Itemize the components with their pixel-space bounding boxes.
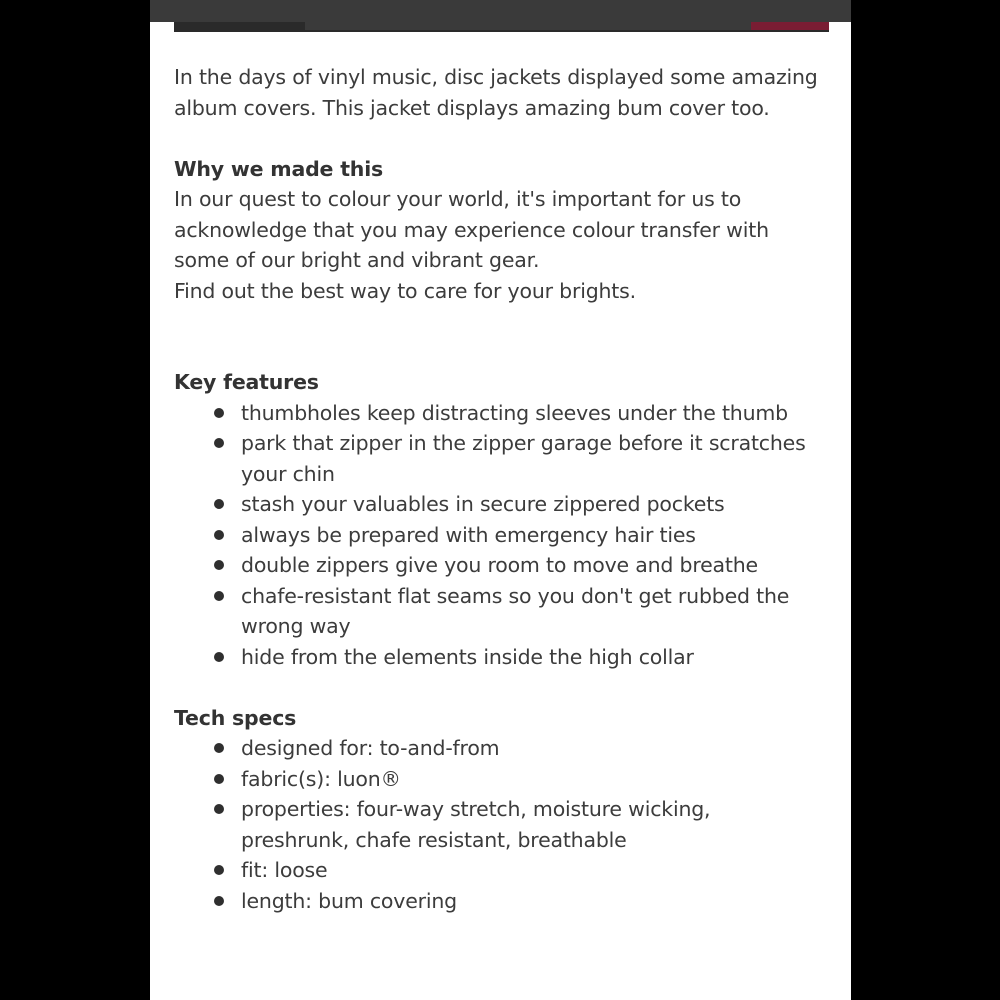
care-paragraph: Find out the best way to care for your brights. (174, 278, 636, 303)
list-item-text: fit: loose (241, 858, 328, 882)
bullet-dot-icon (214, 560, 224, 570)
bullet-dot-icon (214, 408, 224, 418)
product-description-page (150, 0, 851, 1000)
tab-description[interactable] (174, 22, 305, 30)
list-item (174, 764, 824, 795)
bullet-dot-icon (214, 896, 224, 906)
tab-underline (174, 30, 829, 32)
list-item-text: stash your valuables in secure zippered pockets (241, 492, 725, 516)
spacer (174, 306, 824, 367)
list-item-text: park that zipper in the zipper garage before it scratches your chin (241, 431, 806, 486)
list-item (174, 886, 824, 917)
features-list (174, 398, 824, 673)
list-item-text: properties: four-way stretch, moisture wicking, preshrunk, chafe resistant, breathable (241, 797, 711, 852)
list-item-text: thumbholes keep distracting sleeves under the thumb (241, 400, 788, 425)
list-item-text: hide from the elements inside the high collar (241, 644, 694, 669)
specs-list (174, 733, 824, 916)
tab-reviews[interactable] (751, 22, 829, 30)
list-item-text: fabric(s): luon® (241, 766, 401, 791)
list-item (174, 581, 824, 642)
features-heading: Key features (174, 370, 319, 394)
bullet-dot-icon (214, 530, 224, 540)
bullet-dot-icon (214, 804, 224, 814)
bullet-dot-icon (214, 438, 224, 448)
list-item (174, 428, 824, 489)
spacer (174, 123, 824, 154)
why-heading: Why we made this (174, 156, 384, 181)
top-bar (150, 0, 851, 22)
list-item-text: chafe-resistant flat seams so you don't get rubbed the wrong way (241, 583, 790, 638)
list-item (174, 642, 824, 673)
list-item-text: designed for: to-and-from (241, 736, 500, 760)
why-paragraph: In our quest to colour your world, it's important for us to acknowledge that you may experience colour transfer with some of our bright and vibrant gear. (174, 187, 769, 272)
list-item (174, 855, 824, 886)
list-item (174, 550, 824, 581)
bullet-dot-icon (214, 774, 224, 784)
bullet-dot-icon (214, 591, 224, 601)
list-item (174, 520, 824, 551)
intro-paragraph: In the days of vinyl music, disc jackets displayed some amazing album covers. This jacket displays amazing bum cover too. (174, 65, 818, 120)
list-item (174, 398, 824, 429)
tab-strip (305, 22, 751, 30)
description-content (174, 62, 824, 916)
list-item-text: double zippers give you room to move and breathe (241, 553, 758, 577)
list-item-text: length: bum covering (241, 888, 457, 913)
bullet-dot-icon (214, 743, 224, 753)
bullet-dot-icon (214, 865, 224, 875)
bullet-dot-icon (214, 652, 224, 662)
specs-heading: Tech specs (174, 705, 297, 730)
bullet-dot-icon (214, 499, 224, 509)
list-item (174, 794, 824, 855)
spacer (174, 672, 824, 703)
list-item (174, 733, 824, 764)
list-item (174, 489, 824, 520)
list-item-text: always be prepared with emergency hair ties (241, 522, 696, 547)
